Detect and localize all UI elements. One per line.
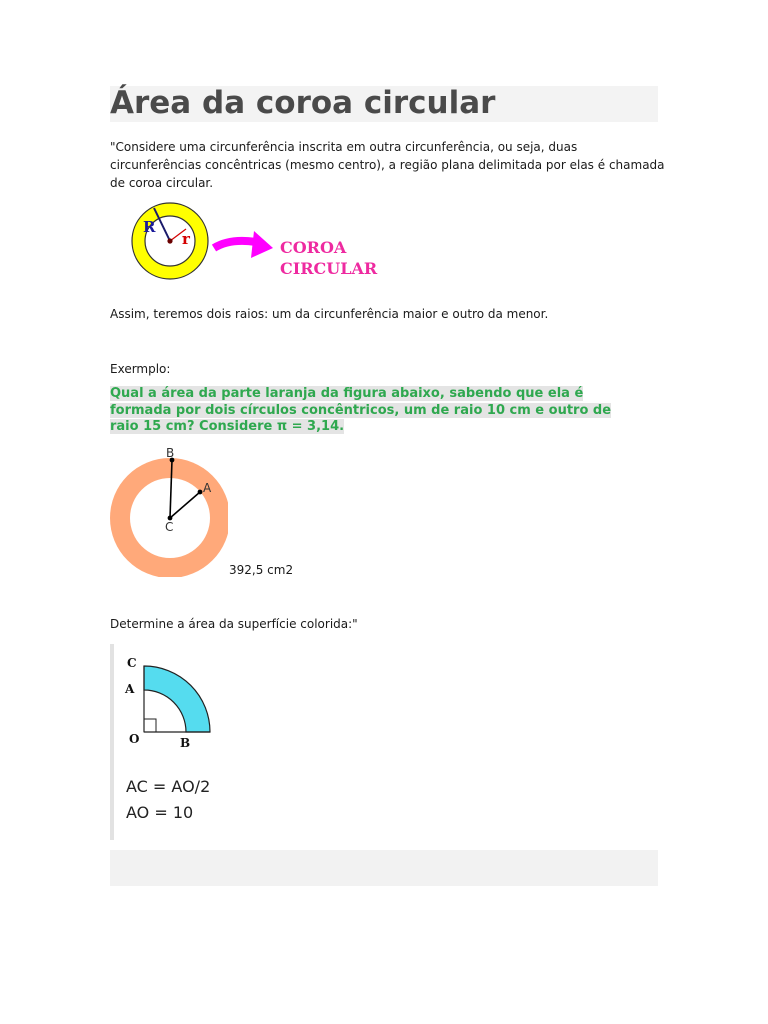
- label-A: A: [203, 481, 212, 495]
- example-label: Exermplo:: [110, 362, 171, 376]
- label-B: B: [180, 736, 191, 750]
- center-point: [167, 238, 172, 243]
- page-title: Área da coroa circular: [110, 85, 496, 121]
- question-line-3: raio 15 cm? Considere π = 3,14.: [110, 419, 345, 434]
- question-line-1: Qual a área da parte laranja da figura abaixo, sabendo que ela é: [110, 386, 584, 401]
- coroa-circular-figure: [118, 196, 383, 288]
- orange-ring-figure: [110, 445, 230, 577]
- label-O: O: [129, 732, 140, 746]
- point-A: [198, 490, 203, 495]
- answer-text: 392,5 cm2: [229, 563, 294, 577]
- label-R: R: [143, 218, 156, 236]
- example-question: [110, 386, 650, 436]
- label-B: B: [166, 446, 175, 460]
- label-r: r: [182, 230, 190, 248]
- equation-ao: AO = 10: [126, 803, 194, 822]
- figure-left-rule: [110, 644, 114, 840]
- intro-paragraph: "Considere uma circunferência inscrita em outra circunferência, ou seja, duas circunferências concêntricas (mesmo centro), a região plana delimitada por elas é chamada de coroa circular.: [110, 140, 665, 190]
- equation-ac: AC = AO/2: [126, 777, 211, 796]
- bottom-gray-block: [110, 850, 658, 886]
- label-C: C: [127, 656, 137, 670]
- two-radii-sentence: Assim, teremos dois raios: um da circunferência maior e outro da menor.: [110, 307, 549, 321]
- caption-coroa: COROA: [280, 238, 347, 257]
- quarter-ring-figure: [118, 646, 228, 750]
- caption-circular: CIRCULAR: [280, 259, 378, 278]
- label-C: C: [165, 520, 174, 534]
- label-A: A: [125, 682, 135, 696]
- equations-figure: [118, 772, 248, 826]
- question-line-2: formada por dois círculos concêntricos, um de raio 10 cm e outro de: [110, 402, 612, 418]
- colored-surface-prompt: Determine a área da superfície colorida:": [110, 617, 358, 631]
